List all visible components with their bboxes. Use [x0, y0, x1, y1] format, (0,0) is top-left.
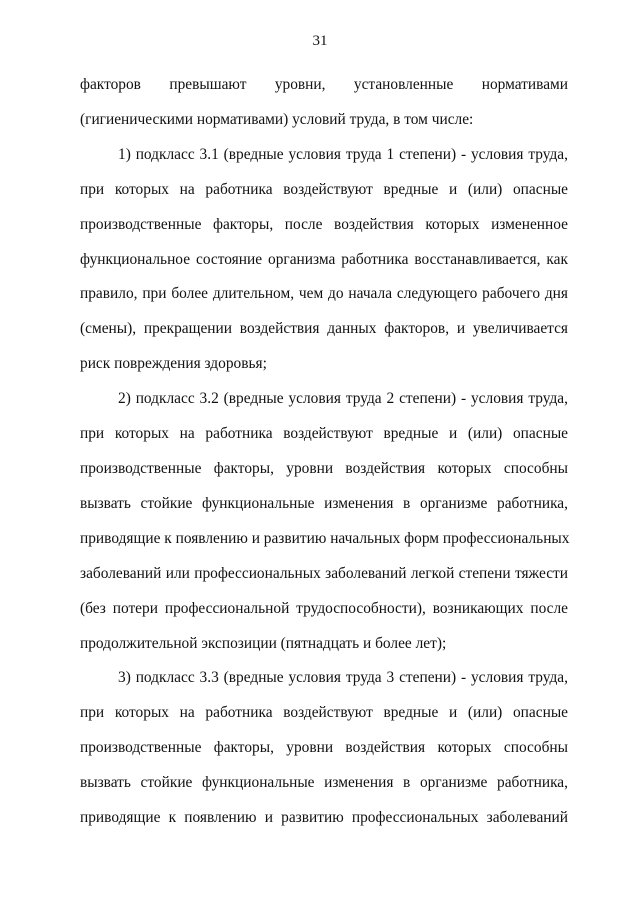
paragraph [80, 661, 568, 836]
text-line: при которых на работника воздействуют вредные и (или) опасные [80, 704, 568, 722]
text-line: продолжительной экспозиции (пятнадцать и более лет); [80, 634, 447, 652]
text-line: производственные факторы, уровни воздействия которых способны [80, 459, 568, 477]
text-line: риск повреждения здоровья; [80, 355, 267, 373]
document-body [80, 68, 568, 836]
text-line: заболеваний или профессиональных заболеваний легкой степени тяжести [80, 564, 568, 582]
paragraph [80, 382, 568, 661]
text-line: (без потери профессиональной трудоспособности), возникающих после [80, 599, 568, 617]
text-line: (смены), прекращении воздействия данных факторов, и увеличивается [80, 320, 568, 338]
page-number: 31 [312, 33, 328, 49]
paragraph [80, 138, 568, 382]
text-line: (гигиеническими нормативами) условий труда, в том числе: [80, 110, 474, 128]
text-line: вызвать стойкие функциональные изменения в организме работника, [80, 494, 568, 512]
text-line: приводящие к появлению и развитию начальных форм профессиональных [80, 529, 570, 547]
text-line: вызвать стойкие функциональные изменения в организме работника, [80, 774, 568, 792]
text-line: 1) подкласс 3.1 (вредные условия труда 1 степени) - условия труда, [118, 145, 568, 163]
text-line: при которых на работника воздействуют вредные и (или) опасные [80, 180, 568, 198]
text-line: производственные факторы, после воздействия которых измененное [80, 215, 568, 233]
text-line: приводящие к появлению и развитию профессиональных заболеваний [80, 809, 568, 827]
text-line: 2) подкласс 3.2 (вредные условия труда 2 степени) - условия труда, [118, 390, 568, 408]
text-line: факторов превышают уровни, установленные нормативами [80, 76, 568, 93]
paragraph [80, 68, 568, 138]
text-line: правило, при более длительном, чем до начала следующего рабочего дня [80, 285, 568, 303]
text-line: при которых на работника воздействуют вредные и (или) опасные [80, 425, 568, 443]
text-line: 3) подкласс 3.3 (вредные условия труда 3 степени) - условия труда, [118, 669, 568, 687]
text-line: функциональное состояние организма работника восстанавливается, как [80, 250, 568, 268]
text-line: производственные факторы, уровни воздействия которых способны [80, 739, 568, 757]
